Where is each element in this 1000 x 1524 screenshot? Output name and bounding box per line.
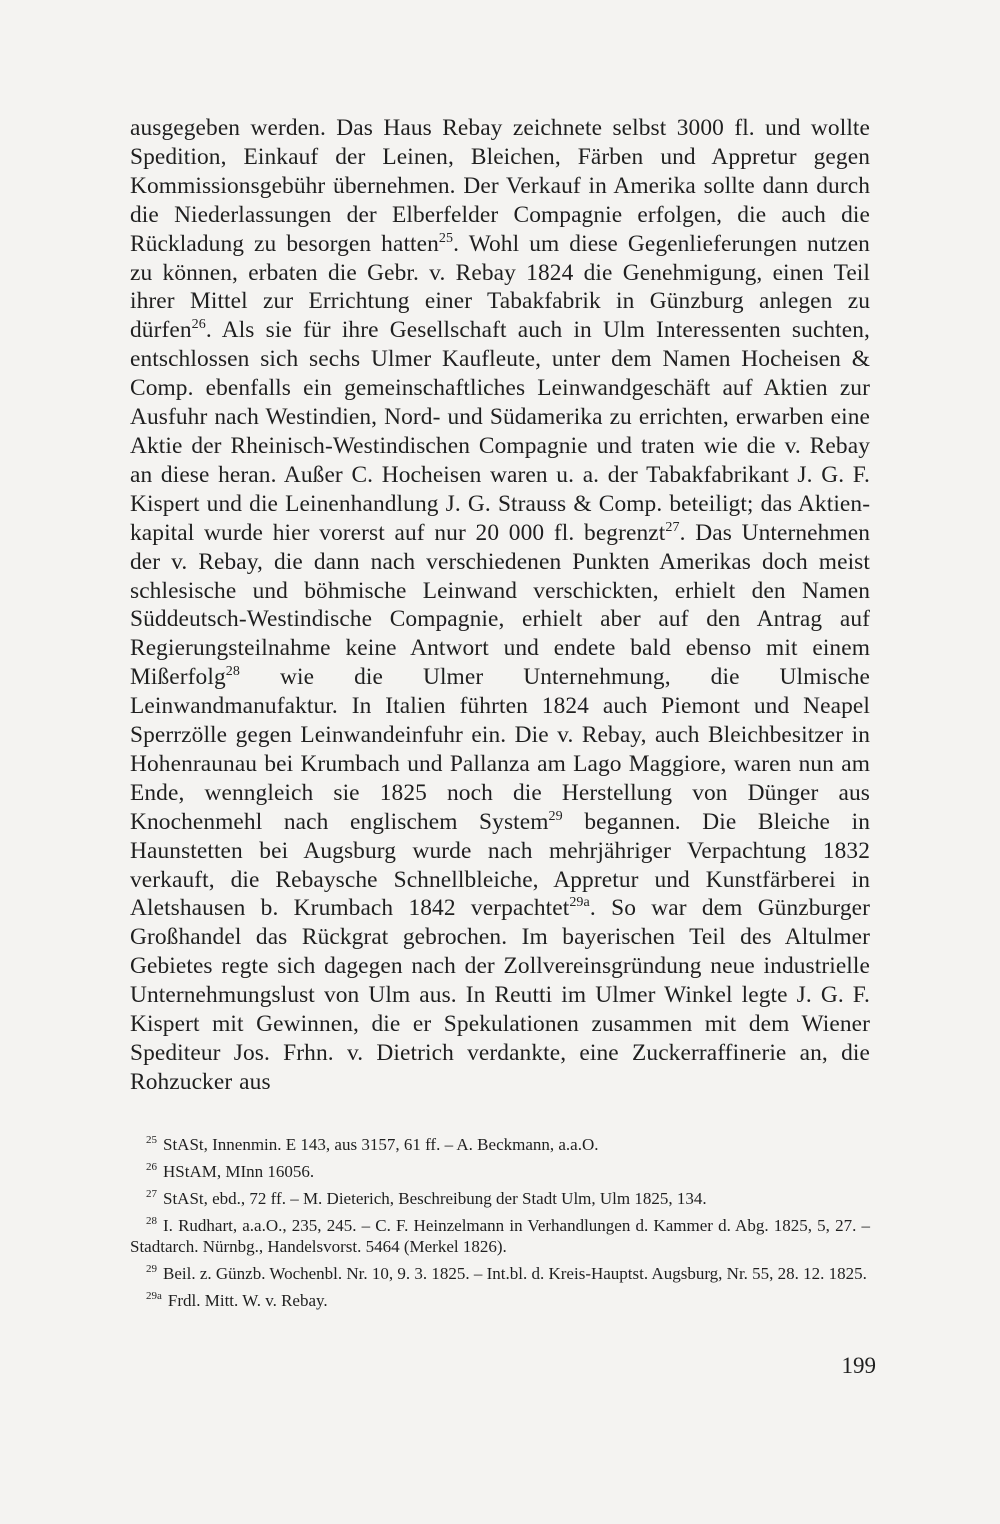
footnote-text: HStAM, MInn 16056. [163, 1162, 315, 1181]
footnote-reference: 29 [548, 807, 563, 824]
footnote-text: StASt, Innenmin. E 143, aus 3157, 61 ff. – A. Beckmann, a.a.O. [163, 1135, 599, 1154]
footnote-reference: 29a [569, 894, 590, 911]
footnote [130, 1215, 870, 1257]
footnote-reference: 25 [438, 229, 454, 246]
footnote-reference: 27 [665, 518, 680, 535]
footnote [130, 1290, 870, 1311]
footnote-mark: 27 [146, 1188, 157, 1201]
body-text-run: . So war dem Günzburger Großhandel das Rückgrat gebrochen. Im bayerischen Teil des Altulmer Gebietes regte sich dagegen nach der Zollvereinsgründung neue industrielle Unternehmungslust von Ulm aus. In Reutti im Ulmer Winkel legte J. G. F. Kispert mit Gewinnen, die er Spekulationen zusammen mit dem Wiener Spediteur Jos. Frhn. v. Dietrich verdankte, eine Zuckerraffinerie an, die Rohzucker aus [130, 895, 870, 1095]
footnote-mark: 26 [146, 1161, 157, 1174]
footnote-reference: 26 [191, 316, 206, 333]
footnote-text: StASt, ebd., 72 ff. – M. Dieterich, Beschreibung der Stadt Ulm, Ulm 1825, 134. [163, 1189, 707, 1208]
footnote [130, 1263, 870, 1284]
body-paragraph [130, 114, 870, 1124]
footnote-mark: 29a [146, 1290, 162, 1303]
footnote-mark: 29 [146, 1263, 157, 1276]
body-text-run: . Wohl um diese Gegenlieferungen nutzen zu können, erbaten die Gebr. v. Rebay 1824 die Genehmigung, einen Teil ihrer Mittel zur Errichtung einer Tabakfabrik in Günzburg anlegen zu dürfen [130, 230, 870, 344]
body-text-run: wie die Ulmer Unternehmung, die Ulmische Leinwandmanufaktur. In Italien führten 1824 auch Piemont und Neapel Sperrzölle gegen Leinwandeinfuhr ein. Die v. Rebay, auch Bleichbesitzer in Hohenraunau bei Krumbach und Pallanza am Lago Maggiore, waren nun am Ende, wenngleich sie 1825 noch die Herstellung von Dünger aus Knochenmehl nach englischem System [130, 664, 870, 835]
footnote [130, 1188, 870, 1209]
body-text-run: . Das Unternehmen der v. Rebay, die dann nach verschiedenen Punkten Amerikas doch meist schlesische und böhmische Leinwand verschickten, erhielt den Namen Süddeutsch-Westindische Compagnie, erhielt aber auf den Antrag auf Regierungsteilnahme keine Antwort und endete bald ebenso mit einem Mißerfolg [130, 519, 870, 691]
footnote-reference: 28 [225, 663, 240, 680]
footnote-mark: 28 [146, 1215, 157, 1228]
footnote-mark: 25 [146, 1134, 157, 1147]
page-number: 199 [841, 1353, 876, 1378]
body-text-run: . Als sie für ihre Gesellschaft auch in Ulm Interessenten suchten, entschlossen sich sechs Ulmer Kaufleute, unter dem Namen Hocheisen & Comp. ebenfalls ein gemeinschaftliches Leinwandgeschäft auf Aktien zur Ausfuhr nach Westindien, Nord- und Südamerika zu errichten, erwarben eine Aktie der Rheinisch-Westindischen Compagnie und traten wie die v. Rebay an diese heran. Außer C. Hocheisen waren u. a. der Tabakfabrikant J. G. F. Kispert und die Leinenhandlung J. G. Strauss & Comp. beteiligt; das Aktienkapital wurde hier vorerst auf nur 20 000 fl. begrenzt [130, 317, 870, 546]
footnote [130, 1161, 870, 1182]
body-text-run: begannen. Die Bleiche in Haunstetten bei Augsburg wurde nach mehrjähriger Verpachtung 1832 verkauft, die Rebaysche Schnellbleiche, Appretur und Kunstfärberei in Aletshausen b. Krumbach 1842 verpachtet [130, 808, 870, 922]
body-text-run: ausgegeben werden. Das Haus Rebay zeichnete selbst 3000 fl. und wollte Spedition, Einkauf der Leinen, Bleichen, Färben und Appretur gegen Kommissionsgebühr übernehmen. Der Verkauf in Amerika sollte dann durch die Niederlassungen der Elberfelder Compagnie erfolgen, die auch die Rückladung zu besorgen hatten [130, 115, 870, 257]
footnote-text: I. Rudhart, a.a.O., 235, 245. – C. F. Heinzelmann in Verhandlungen d. Kammer d. Abg. 1825, 5, 27. – Stadtarch. Nürnbg., Handelsvorst. 5464 (Merkel 1826). [130, 1216, 870, 1256]
footnote-text: Frdl. Mitt. W. v. Rebay. [167, 1291, 328, 1310]
footnotes [130, 1134, 870, 1317]
footnote-text: Beil. z. Günzb. Wochenbl. Nr. 10, 9. 3. 1825. – Int.bl. d. Kreis-Hauptst. Augsburg, Nr. 55, 28. 12. 1825. [163, 1264, 867, 1283]
footnote [130, 1134, 870, 1155]
